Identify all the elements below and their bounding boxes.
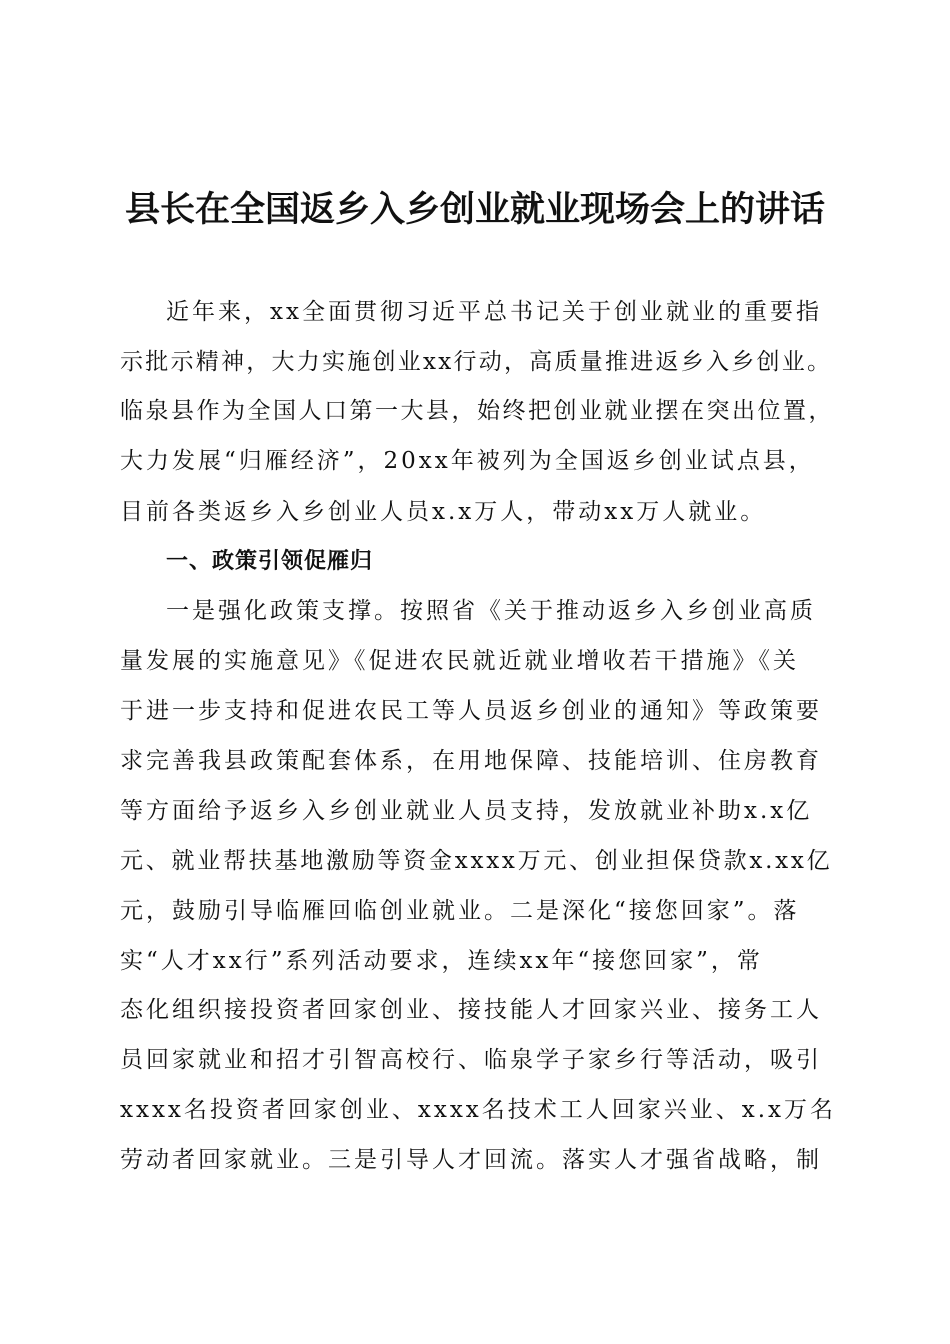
paragraph-line: 近年来，xx全面贯彻习近平总书记关于创业就业的重要指 xyxy=(166,299,822,325)
paragraph-line: 元、就业帮扶基地激励等资金xxxx万元、创业担保贷款x.xx亿 xyxy=(120,848,833,874)
paragraph-line: 等方面给予返乡入乡创业就业人员支持，发放就业补助x.x亿 xyxy=(120,798,813,824)
paragraph-line: 一是强化政策支撑。按照省《关于推动返乡入乡创业高质 xyxy=(166,598,816,624)
paragraph-line: 实“人才xx行”系列活动要求，连续xx年“接您回家”，常 xyxy=(120,948,763,974)
section-heading: 一、政策引领促雁归 xyxy=(166,549,374,574)
paragraph-line: 目前各类返乡入乡创业人员x.x万人，带动xx万人就业。 xyxy=(120,499,767,525)
paragraph-line: 于进一步支持和促进农民工等人员返乡创业的通知》等政策要 xyxy=(120,698,822,724)
paragraph-line: 态化组织接投资者回家创业、接技能人才回家兴业、接务工人 xyxy=(120,997,822,1023)
paragraph-line: 临泉县作为全国人口第一大县，始终把创业就业摆在突出位置， xyxy=(120,398,834,424)
paragraph-line: 求完善我县政策配套体系，在用地保障、技能培训、住房教育 xyxy=(120,748,822,774)
paragraph-line: xxxx名投资者回家创业、xxxx名技术工人回家兴业、x.x万名 xyxy=(120,1097,837,1123)
paragraph-line: 量发展的实施意见》《促进农民就近就业增收若干措施》《关 xyxy=(120,648,799,674)
paragraph-line: 元，鼓励引导临雁回临创业就业。二是深化“接您回家”。落 xyxy=(120,898,800,924)
paragraph-line: 劳动者回家就业。三是引导人才回流。落实人才强省战略，制 xyxy=(120,1147,822,1173)
paragraph-line: 示批示精神，大力实施创业xx行动，高质量推进返乡入乡创业。 xyxy=(120,349,833,375)
paragraph-line: 员回家就业和招才引智高校行、临泉学子家乡行等活动，吸引 xyxy=(120,1047,822,1073)
document-title: 县长在全国返乡入乡创业就业现场会上的讲话 xyxy=(124,189,825,230)
paragraph-line: 大力发展“归雁经济”，20xx年被列为全国返乡创业试点县， xyxy=(120,448,815,474)
